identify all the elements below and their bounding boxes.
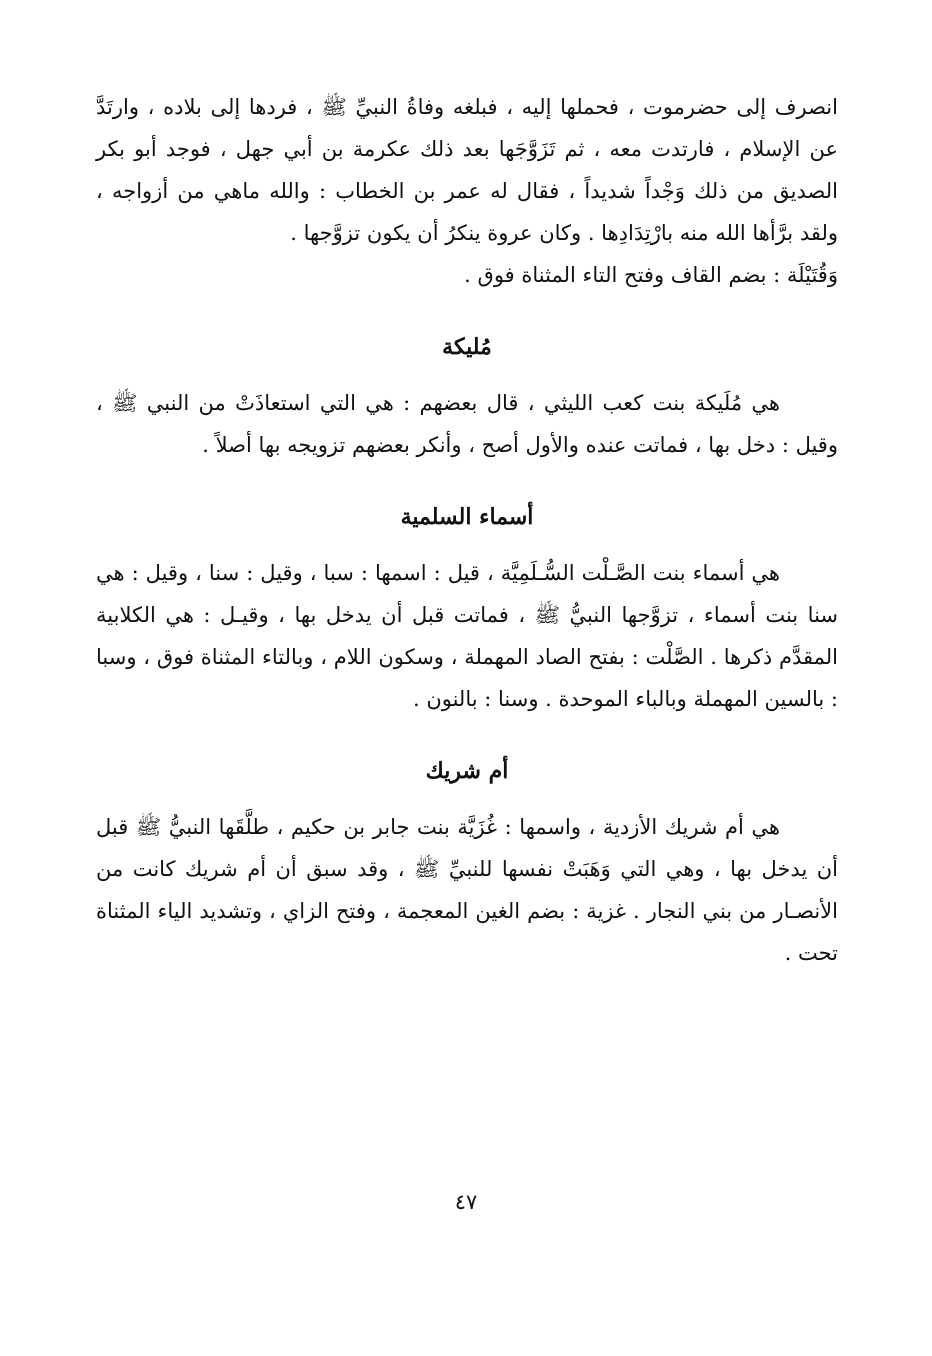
paragraph-asma-al-sulamiyyah: هي أسماء بنت الصَّـلْت السُّـلَمِيَّة ، قيل : اسمها : سبا ، وقيل : سنا ، وقيل : هي سنا بنت أسماء ، تزوَّجها النبيُّ ﷺ ، فماتت قبل أن يدخل بها ، وقيـل : هي الكلابية المقدَّم ذكرها . الصَّلْت : بفتح الصاد المهملة ، وسكون اللام ، وبالتاء المثناة فوق ، وسبا : بالسين المهملة وبالباء الموحدة . وسنا : بالنون . [96, 561, 838, 711]
heading-umm-sharik: أم شريك [425, 758, 509, 784]
paragraph-continuation: انصرف إلى حضرموت ، فحملها إليه ، فبلغه وفاةُ النبيِّ ﷺ ، فردها إلى بلاده ، وارتَدَّ عن الإسلام ، فارتدت معه ، ثم تَزَوَّجَها بعد ذلك عكرمة بن أبي جهل ، فوجد أبو بكر الصديق من ذلك وَجْداً شديداً ، فقال له عمر بن الخطاب : والله ماهي من أزواجه ، ولقد برَّأها الله منه بارْتِدَادِها . وكان عروة ينكرُ أن يكون تزوَّجها . [96, 95, 838, 245]
page-body [96, 86, 838, 974]
heading-mulaykah: مُليكة [442, 334, 492, 360]
paragraph-qutaylah-note: وَقُتَيْلَة : بضم القاف وفتح التاء المثناة فوق . [464, 263, 838, 287]
paragraph-mulaykah: هي مُلَيكة بنت كعب الليثي ، قال بعضهم : هي التي استعاذَتْ من النبي ﷺ ، وقيل : دخل بها ، فماتت عنده والأول أصح ، وأنكر بعضهم تزويجه بها أصلاً . [96, 391, 838, 457]
paragraph-umm-sharik: هي أم شريك الأزدية ، واسمها : غُزَيَّة بنت جابر بن حكيم ، طلَّقَها النبيُّ ﷺ قبل أن يدخل بها ، وهي التي وَهَبَتْ نفسها للنبيِّ ﷺ ، وقد سبق أن أم شريك كانت من الأنصـار من بني النجار . غزية : بضم الغين المعجمة ، وفتح الزاي ، وتشديد الياء المثناة تحت . [96, 815, 838, 965]
heading-asma-al-sulamiyyah: أسماء السلمية [400, 504, 534, 530]
page-number: ٤٧ [454, 1190, 478, 1214]
